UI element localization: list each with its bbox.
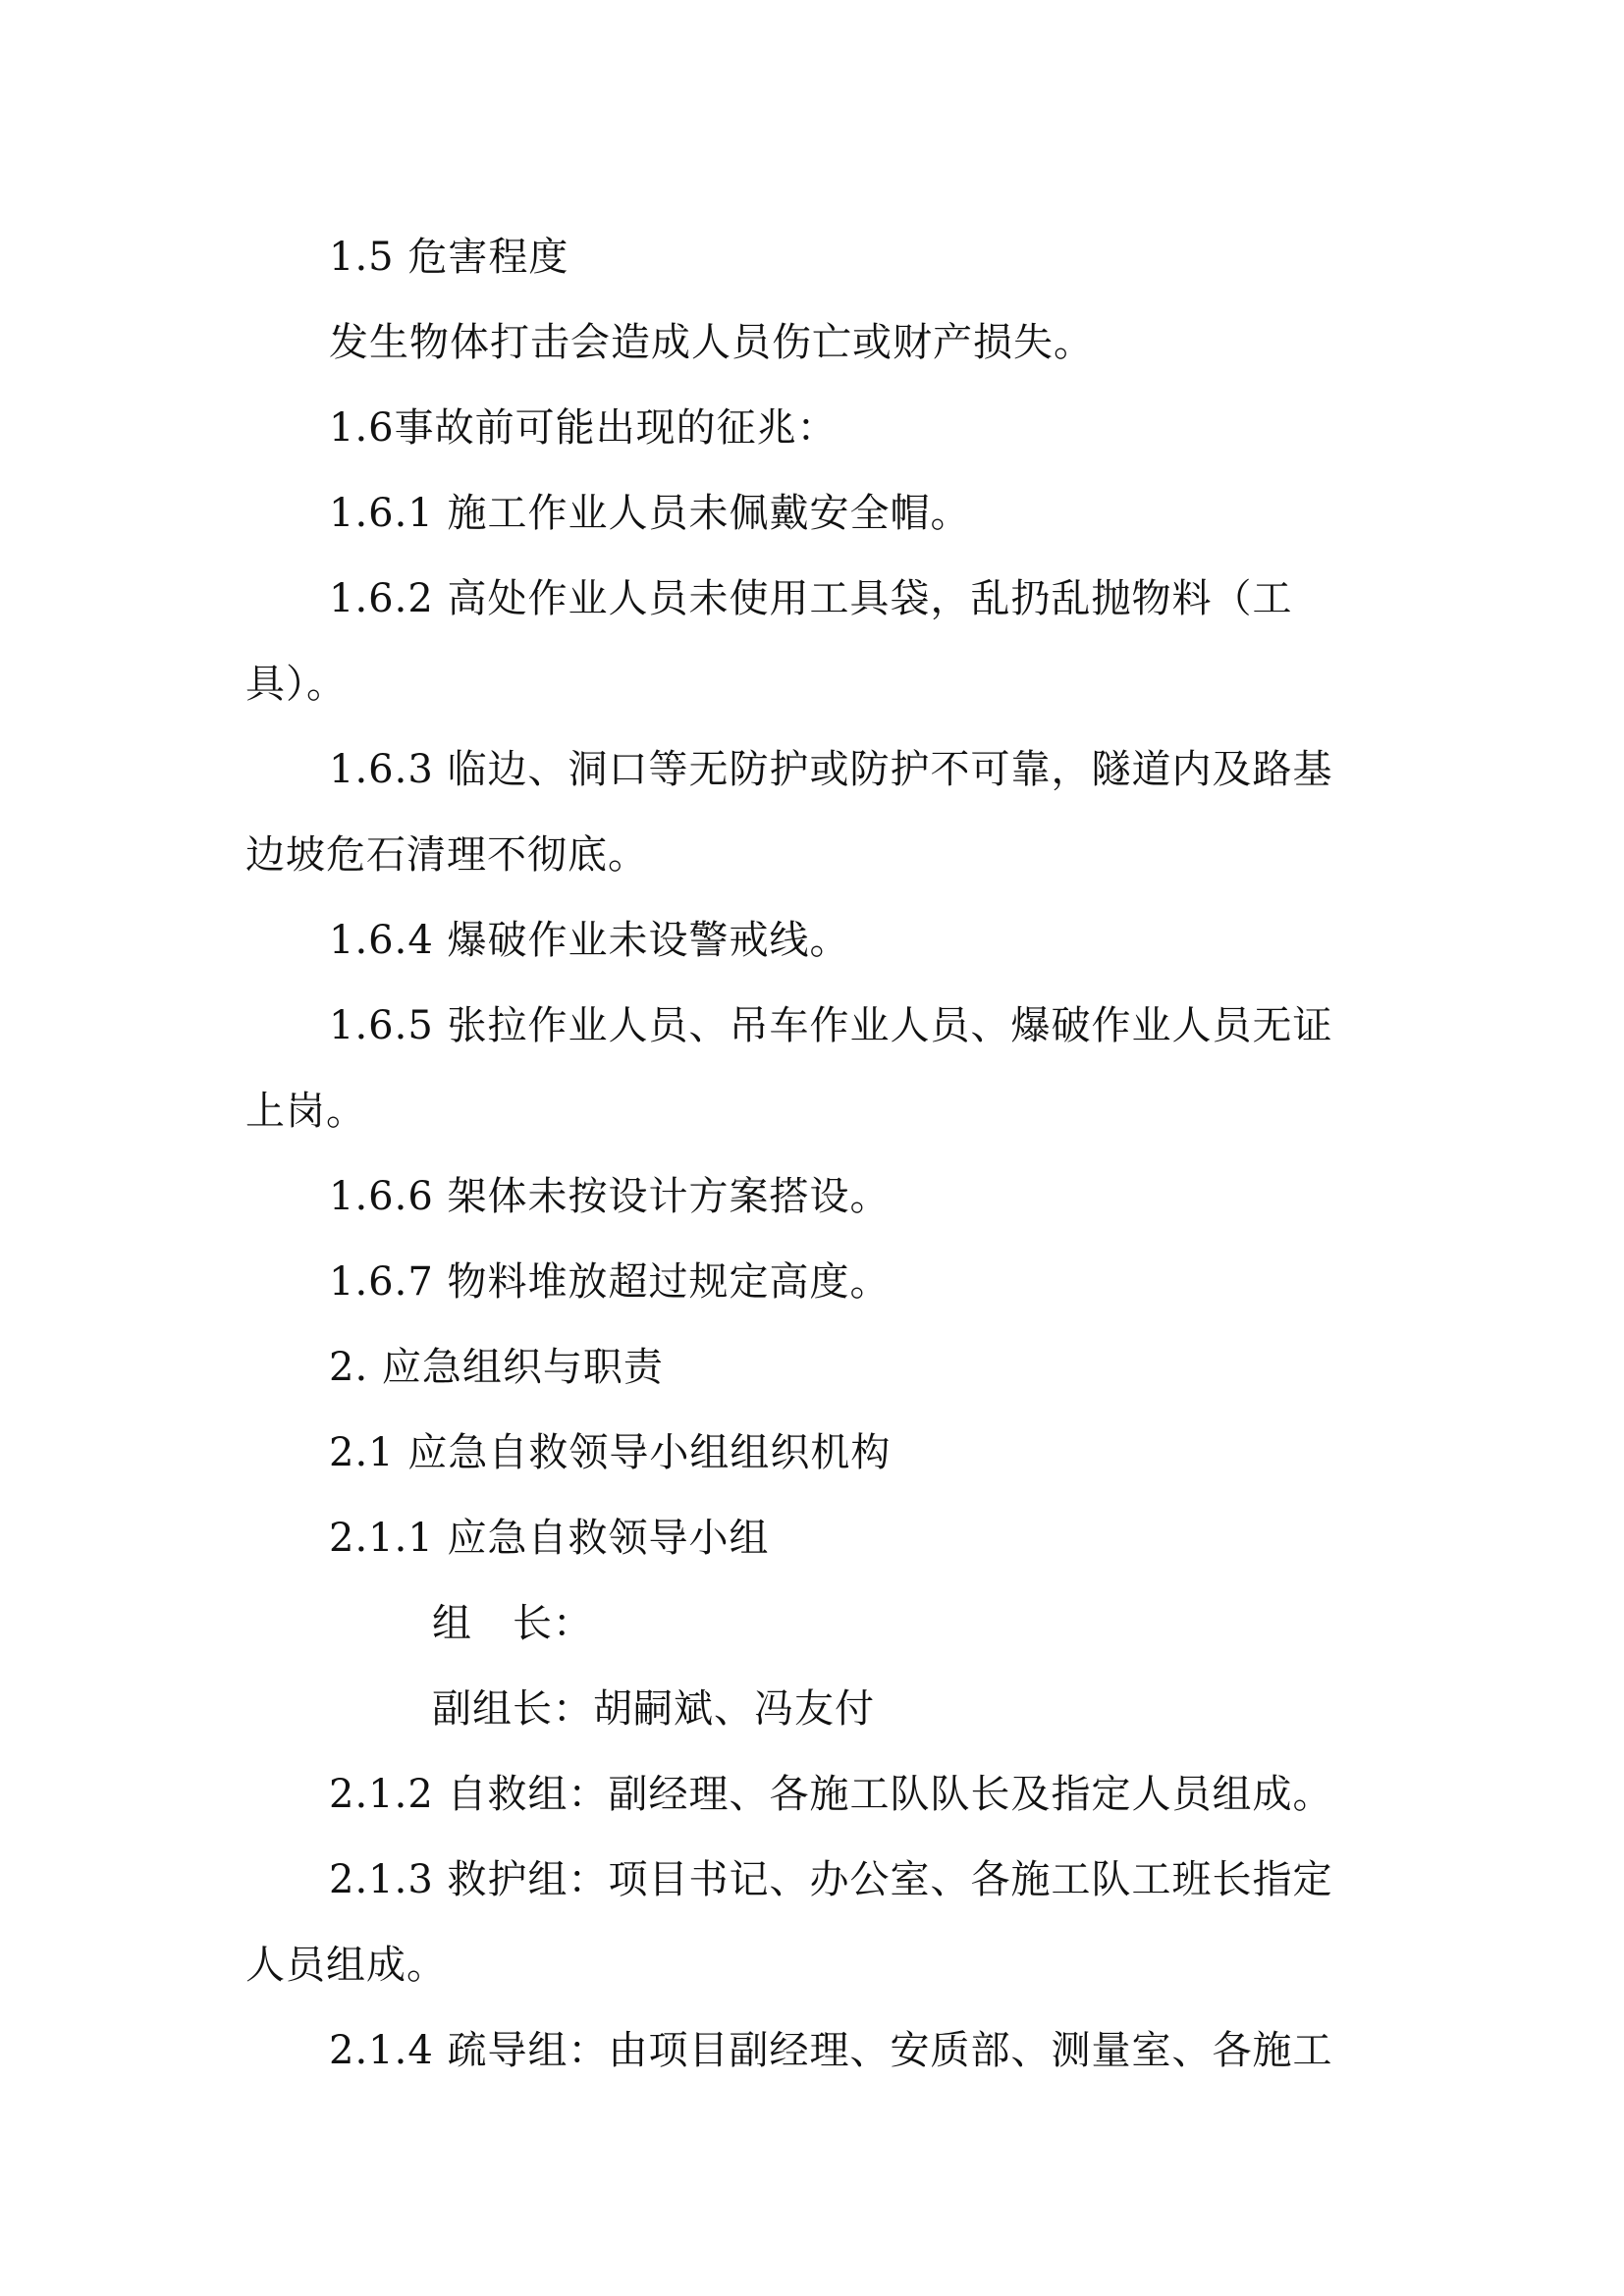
list-item-1-6-2-line1: 1.6.2 高处作业人员未使用工具袋，乱扔乱抛物料（工 [329, 576, 1293, 621]
list-item-1-6-4: 1.6.4 爆破作业未设警戒线。 [329, 918, 850, 963]
list-item-1-6-5-line1: 1.6.5 张拉作业人员、吊车作业人员、爆破作业人员无证 [329, 1003, 1333, 1048]
list-item-1-6-3-line1: 1.6.3 临边、洞口等无防护或防护不可靠，隧道内及路基 [329, 747, 1333, 792]
list-item-1-6-1: 1.6.1 施工作业人员未佩戴安全帽。 [329, 491, 971, 536]
team-leader-line: 组 长： [432, 1601, 593, 1646]
section-heading-2-1: 2.1 应急自救领导小组组织机构 [329, 1430, 892, 1475]
section-heading-1-6: 1.6事故前可能出现的征兆： [329, 405, 838, 451]
list-item-1-6-3-line2: 边坡危石清理不彻底。 [245, 832, 648, 878]
section-heading-2-1-1: 2.1.1 应急自救领导小组 [329, 1516, 770, 1561]
section-heading-1-5: 1.5 危害程度 [329, 235, 569, 280]
list-item-1-6-2-line2: 具）。 [245, 662, 347, 707]
list-item-2-1-3-line1: 2.1.3 救护组：项目书记、办公室、各施工队工班长指定 [329, 1857, 1333, 1902]
list-item-2-1-3-line2: 人员组成。 [245, 1943, 447, 1988]
paragraph-line: 发生物体打击会造成人员伤亡或财产损失。 [329, 320, 1094, 365]
list-item-1-6-6: 1.6.6 架体未按设计方案搭设。 [329, 1174, 891, 1219]
list-item-1-6-5-line2: 上岗。 [245, 1089, 366, 1134]
section-heading-2: 2. 应急组织与职责 [329, 1345, 664, 1390]
list-item-2-1-4-line1: 2.1.4 疏导组：由项目副经理、安质部、测量室、各施工 [329, 2028, 1333, 2073]
list-item-2-1-2: 2.1.2 自救组：副经理、各施工队队长及指定人员组成。 [329, 1772, 1333, 1817]
deputy-leader-line: 副组长：胡嗣斌、冯友付 [432, 1686, 875, 1732]
list-item-1-6-7: 1.6.7 物料堆放超过规定高度。 [329, 1259, 891, 1305]
